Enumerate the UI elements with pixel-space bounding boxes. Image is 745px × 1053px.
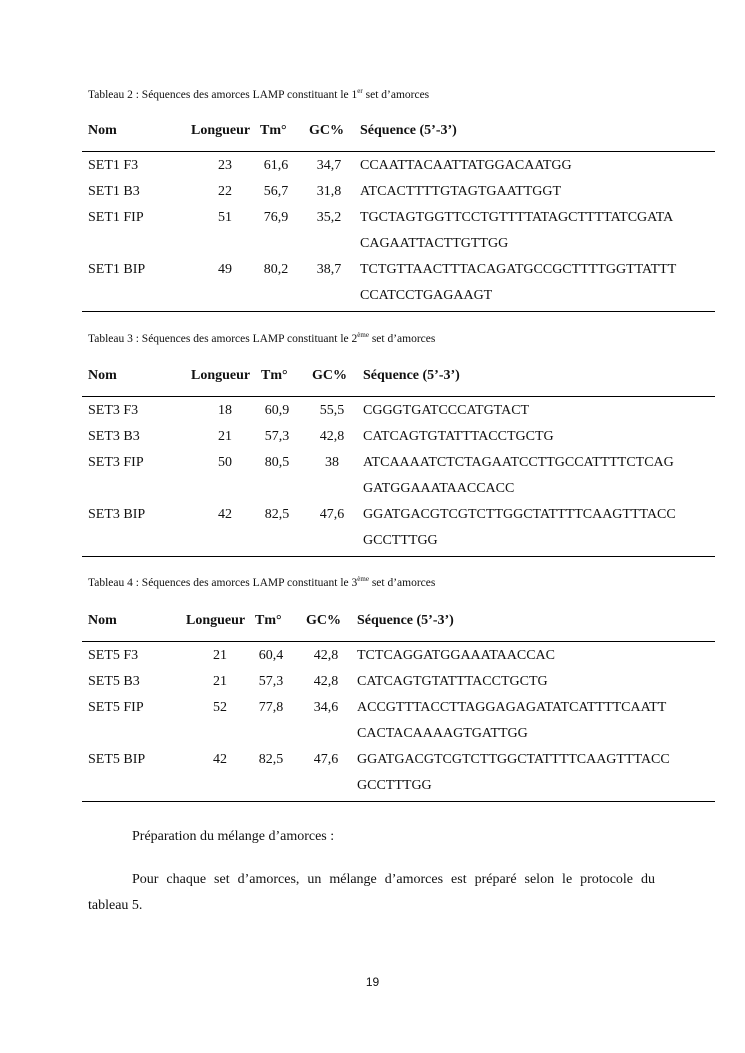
bottom-rule [82,801,715,802]
header-longueur: Longueur [191,368,251,383]
cell-longueur: 21 [213,674,227,689]
cell-nom: SET5 F3 [88,648,139,663]
cell-sequence: CCATCCTGAGAAGT [360,288,493,303]
cell-sequence: CACTACAAAAGTGATTGG [357,726,528,741]
header-longueur: Longueur [191,123,251,138]
cell-tm: 82,5 [258,752,284,767]
cell-tm: 60,4 [258,648,284,663]
cell-tm: 77,8 [258,700,284,715]
table-header [82,111,715,151]
cell-sequence: CCAATTACAATTATGGACAATGG [360,158,572,173]
cell-sequence: GATGGAAATAACCACC [363,481,515,496]
cell-gc: 42,8 [313,648,339,663]
cell-sequence: ACCGTTTACCTTAGGAGAGATATCATTTTCAATT [357,700,667,715]
cell-longueur: 52 [213,700,227,715]
cell-nom: SET1 BIP [88,262,146,277]
paragraph-line-1: Pour chaque set d’amorces, un mélange d’amorces est préparé selon le protocole du [132,872,655,887]
header-tm: Tm° [255,613,282,628]
table-3-caption: Tableau 3 : Séquences des amorces LAMP constituant le 2ème set d’amorces [88,331,436,345]
cell-sequence: ATCAAAATCTCTAGAATCCTTGCCATTTTCTCAG [363,455,674,470]
cell-longueur: 23 [218,158,232,173]
cell-longueur: 21 [213,648,227,663]
header-nom: Nom [88,368,117,383]
cell-longueur: 18 [218,403,232,418]
cell-gc: 42,8 [319,429,345,444]
cell-longueur: 49 [218,262,232,277]
header-rule [82,641,715,642]
cell-tm: 76,9 [263,210,289,225]
cell-longueur: 21 [218,429,232,444]
cell-sequence: GCCTTTGG [357,778,432,793]
cell-nom: SET5 BIP [88,752,146,767]
section-heading: Préparation du mélange d’amorces : [132,829,335,844]
cell-gc: 34,7 [316,158,342,173]
cell-sequence: TGCTAGTGGTTCCTGTTTTATAGCTTTTATCGATA [360,210,674,225]
header-rule [82,396,715,397]
cell-sequence: ATCACTTTTGTAGTGAATTGGT [360,184,562,199]
header-rule [82,151,715,152]
cell-nom: SET3 FIP [88,455,144,470]
cell-gc: 31,8 [316,184,342,199]
header-sequence: Séquence (5’-3’) [357,613,454,628]
cell-sequence: GGATGACGTCGTCTTGGCTATTTTCAAGTTTACC [363,507,676,522]
cell-gc: 42,8 [313,674,339,689]
cell-gc: 47,6 [313,752,339,767]
table-4-caption: Tableau 4 : Séquences des amorces LAMP constituant le 3ème set d’amorces [88,575,436,589]
cell-nom: SET1 B3 [88,184,140,199]
table-header [82,356,715,396]
cell-tm: 56,7 [263,184,289,199]
cell-sequence: GCCTTTGG [363,533,438,548]
cell-gc: 47,6 [319,507,345,522]
cell-longueur: 42 [218,507,232,522]
cell-longueur: 51 [218,210,232,225]
cell-sequence: GGATGACGTCGTCTTGGCTATTTTCAAGTTTACC [357,752,670,767]
cell-nom: SET1 FIP [88,210,144,225]
cell-tm: 60,9 [264,403,290,418]
table-2-caption: Tableau 2 : Séquences des amorces LAMP constituant le 1er set d’amorces [88,87,430,101]
cell-nom: SET5 B3 [88,674,140,689]
header-sequence: Séquence (5’-3’) [363,368,460,383]
bottom-rule [82,556,715,557]
cell-sequence: CATCAGTGTATTTACCTGCTG [363,429,554,444]
cell-gc: 35,2 [316,210,342,225]
cell-longueur: 50 [218,455,232,470]
bottom-rule [82,311,715,312]
cell-sequence: TCTCAGGATGGAAATAACCAC [357,648,555,663]
cell-tm: 61,6 [263,158,289,173]
cell-longueur: 22 [218,184,232,199]
header-gc: GC% [309,123,344,138]
header-gc: GC% [306,613,341,628]
cell-nom: SET1 F3 [88,158,139,173]
cell-gc: 38,7 [316,262,342,277]
paragraph-line-2: tableau 5. [88,898,143,913]
header-tm: Tm° [260,123,287,138]
cell-sequence: CAGAATTACTTGTTGG [360,236,509,251]
header-nom: Nom [88,613,117,628]
cell-tm: 80,5 [264,455,290,470]
cell-gc: 38 [325,455,339,470]
cell-nom: SET3 F3 [88,403,139,418]
cell-sequence: TCTGTTAACTTTACAGATGCCGCTTTTGGTTATTT [360,262,677,277]
cell-sequence: CATCAGTGTATTTACCTGCTG [357,674,548,689]
cell-nom: SET3 B3 [88,429,140,444]
header-tm: Tm° [261,368,288,383]
cell-tm: 82,5 [264,507,290,522]
cell-longueur: 42 [213,752,227,767]
cell-gc: 34,6 [313,700,339,715]
cell-gc: 55,5 [319,403,345,418]
cell-tm: 57,3 [258,674,284,689]
header-nom: Nom [88,123,117,138]
header-gc: GC% [312,368,347,383]
page-number: 19 [365,975,380,989]
cell-sequence: CGGGTGATCCCATGTACT [363,403,530,418]
cell-tm: 80,2 [263,262,289,277]
cell-nom: SET3 BIP [88,507,146,522]
cell-nom: SET5 FIP [88,700,144,715]
table-header [82,601,715,641]
header-longueur: Longueur [186,613,246,628]
header-sequence: Séquence (5’-3’) [360,123,457,138]
cell-tm: 57,3 [264,429,290,444]
